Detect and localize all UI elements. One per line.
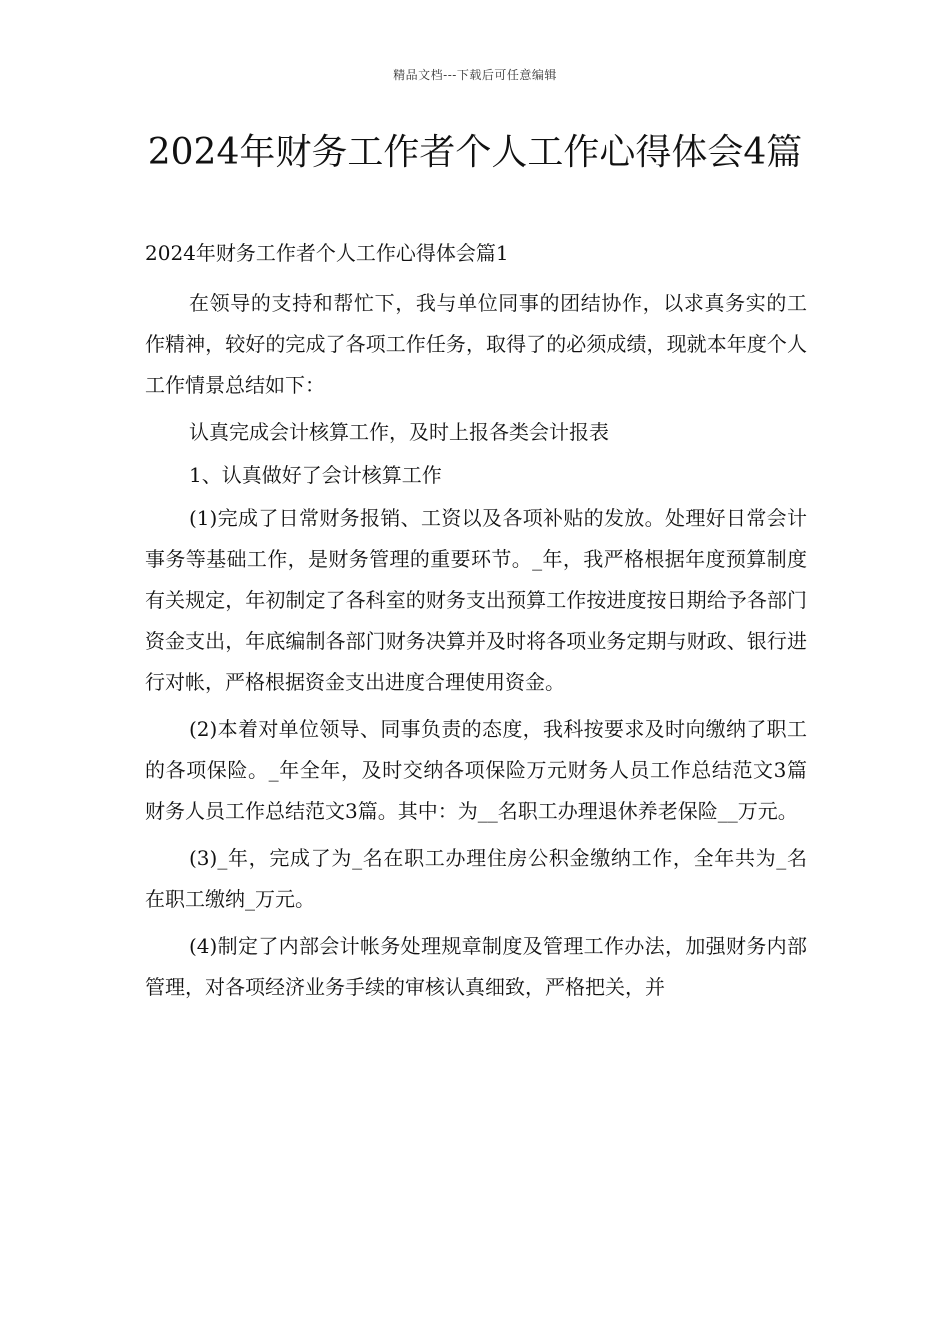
- paragraph-subitem-3: (3)_年，完成了为_名在职工办理住房公积金缴纳工作，全年共为_名在职工缴纳_万元。: [145, 846, 807, 911]
- paragraph-intro: 在领导的支持和帮忙下，我与单位同事的团结协作，以求真务实的工作精神，较好的完成了各项工作任务，取得了的必须成绩，现就本年度个人工作情景总结如下：: [145, 291, 807, 397]
- paragraph-accounting-heading: 认真完成会计核算工作，及时上报各类会计报表: [189, 420, 609, 444]
- section-heading: 2024年财务工作者个人工作心得体会篇1: [145, 241, 509, 265]
- paragraph-item-1: 1、认真做好了会计核算工作: [189, 463, 442, 487]
- paragraph-subitem-1: (1)完成了日常财务报销、工资以及各项补贴的发放。处理好日常会计事务等基础工作，是财务管理的重要环节。_年，我严格根据年度预算制度有关规定，年初制定了各科室的财务支出预算工作按进度按日期给予各部门资金支出，年底编制各部门财务决算并及时将各项业务定期与财政、银行进行对帐，严格根据资金支出进度合理使用资金。: [145, 506, 807, 694]
- body-content: [145, 283, 807, 1014]
- paragraph-subitem-4: (4)制定了内部会计帐务处理规章制度及管理工作办法，加强财务内部管理，对各项经济业务手续的审核认真细致，严格把关，并: [145, 934, 807, 999]
- paragraph-subitem-2: (2)本着对单位领导、同事负责的态度，我科按要求及时向缴纳了职工的各项保险。_年全年，及时交纳各项保险万元财务人员工作总结范文3篇财务人员工作总结范文3篇。其中：为__名职工办理退休养老保险__万元。: [145, 717, 807, 823]
- header-note: 精品文档---下载后可任意编辑: [393, 68, 557, 82]
- document-title: 2024年财务工作者个人工作心得体会4篇: [147, 132, 803, 173]
